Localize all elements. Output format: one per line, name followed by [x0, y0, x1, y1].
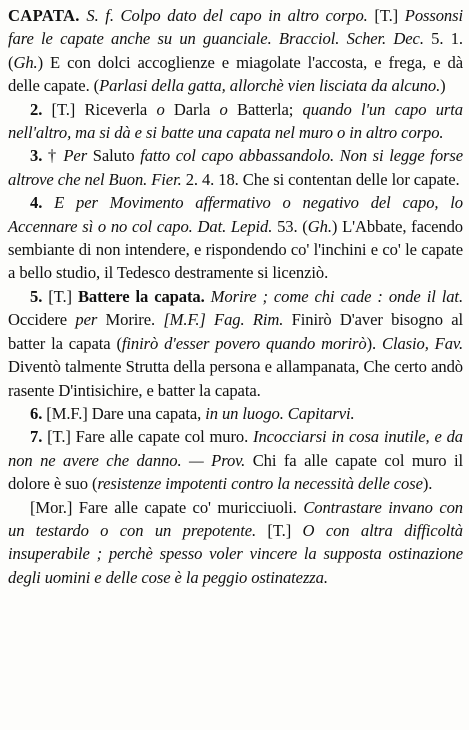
text-run: [Mor.] Fare alle capate co' muricciuoli.: [30, 497, 304, 517]
text-run: ) L'Abbate, facendo sembiante di non intendere, e rispondendo co' l'inchini e co' le capate a bello studio, il Tedesco destramente si licenziò.: [8, 216, 463, 283]
sense-number: 6.: [30, 403, 43, 423]
text-run: resistenze impotenti contro la necessità delle cose: [97, 474, 423, 494]
text-run: o: [156, 99, 165, 119]
text-run: [M.F.] Fag. Rim.: [163, 310, 284, 330]
dictionary-entry-capata: [8, 4, 463, 589]
text-run: E per Movimento affermativo o negativo del capo, lo Accennare sì o no col capo. Dat. Lepid.: [8, 193, 463, 236]
text-run: [T.] Fare alle capate col muro.: [42, 427, 254, 447]
text-run: Darla: [164, 99, 220, 119]
text-run: [M.F.] Dare una capata,: [42, 403, 206, 423]
sense-number: Battere la capata.: [77, 286, 205, 306]
entry-paragraph: [8, 191, 463, 285]
text-run: ) E con dolci accoglienze e miagolate l'accosta, e frega, e dà delle capate. (: [8, 52, 463, 96]
text-run: Occidere: [8, 310, 76, 330]
text-run: Morire.: [97, 310, 164, 330]
text-run: 5. 1. (: [8, 29, 463, 72]
headword: CAPATA.: [8, 6, 80, 25]
text-run: Finirò D'aver bisogno al batter la capata (: [8, 310, 464, 353]
sense-number: 3.: [30, 146, 43, 166]
entry-paragraph: [8, 4, 463, 98]
text-run: fatto col capo abbassandolo. Non si legge forse altrove che nel Buon. Fier.: [8, 146, 463, 189]
text-run: per: [75, 310, 98, 330]
text-run: [T.] Riceverla: [42, 99, 157, 119]
text-run: Possonsi fare le capate anche su un guanciale. Bracciol. Scher. Dec.: [8, 6, 463, 49]
text-run: Saluto: [87, 146, 141, 166]
text-run: quando l'un capo urta nell'altro, ma si dà e si batte una capata nel muro o in altro corpo.: [8, 99, 463, 143]
text-run: Parlasi della gatta, allorchè vien lisciata da alcuno.: [99, 76, 441, 96]
text-run: [T.]: [256, 520, 303, 540]
text-run: 53. (: [272, 216, 308, 236]
text-run: S. f. Colpo dato del capo in altro corpo.: [86, 6, 368, 25]
text-run: Per: [63, 146, 88, 166]
text-run: in un luogo. Capitarvi.: [205, 403, 355, 423]
text-run: Morire ; come chi cade : onde il lat.: [210, 286, 463, 306]
text-run: [42, 193, 54, 212]
entry-paragraph: [8, 425, 463, 495]
entry-paragraph: [8, 402, 463, 425]
sense-number: 5.: [30, 286, 43, 306]
text-run: [T.]: [367, 6, 405, 25]
text-run: †: [42, 146, 64, 166]
sense-number: 7.: [30, 427, 43, 447]
entry-paragraph: [8, 496, 463, 590]
text-run: [T.]: [42, 286, 78, 306]
text-run: Gh.: [307, 216, 332, 236]
entry-paragraph: [8, 98, 463, 145]
text-run: Diventò talmente Strutta della persona e allampanata, Che certo andò rasente D'intisichire, e batter la capata.: [8, 357, 463, 400]
text-run: o: [219, 99, 228, 119]
text-run: Chi fa alle capate col muro il dolore è suo (: [8, 450, 463, 494]
text-run: O con altra difficoltà insuperabile ; perchè spesso voler vincere la supposta ostinazione degli uomini e delle cose è la peggio ostinatezza.: [8, 520, 463, 587]
text-run: ).: [422, 474, 433, 494]
text-run: 2. 4. 18. Che si contentan delle lor capate.: [181, 169, 460, 189]
text-run: ): [440, 76, 446, 96]
entry-paragraph: [8, 144, 463, 191]
entry-paragraph: [8, 285, 463, 402]
text-run: Contrastare invano con un testardo o con un prepotente.: [8, 497, 463, 540]
sense-number: 4.: [30, 193, 43, 213]
text-run: ).: [366, 333, 382, 353]
sense-number: 2.: [30, 99, 43, 119]
text-run: finirò d'esser povero quando morirò: [121, 333, 367, 353]
text-run: Incocciarsi in cosa inutile, e da non ne avere che danno. — Prov.: [8, 427, 463, 470]
text-run: Clasio, Fav.: [381, 333, 463, 353]
text-run: Batterla;: [227, 99, 303, 119]
text-run: Gh.: [13, 52, 38, 72]
